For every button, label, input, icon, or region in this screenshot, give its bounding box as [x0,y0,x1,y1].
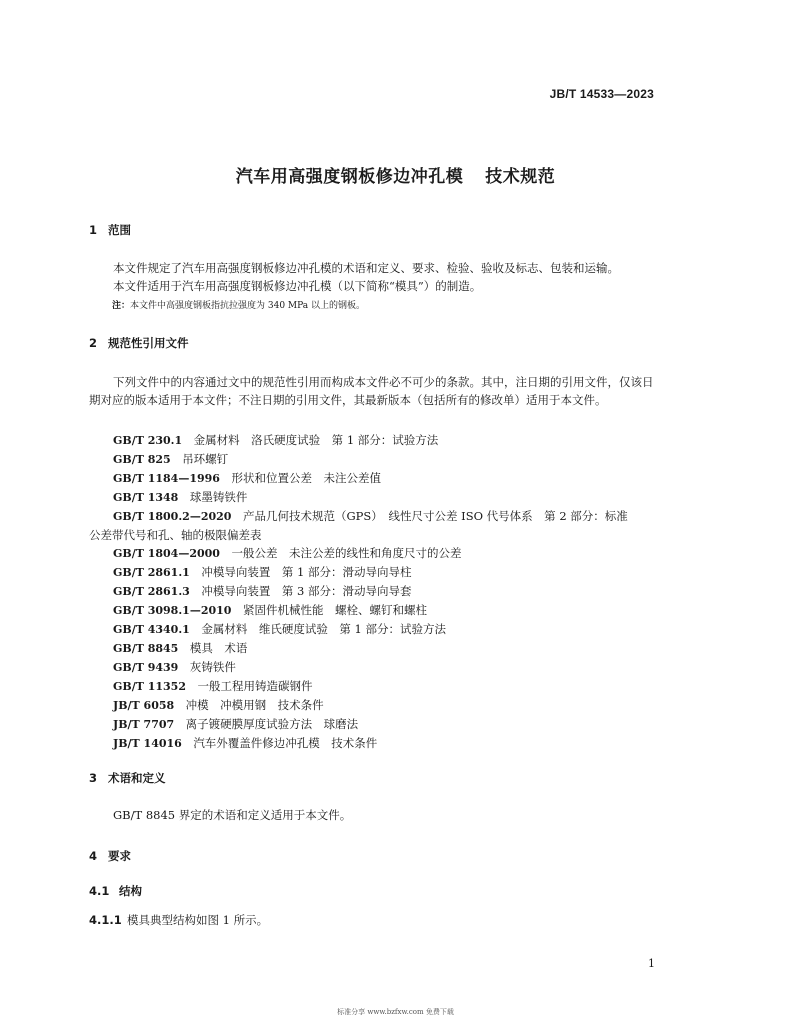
reference-item [89,715,659,734]
section-number: 4.1 [89,884,110,898]
note-label: 注： [112,301,131,311]
reference-title: 冲模导向装置 第 1 部分：滑动导向导柱 [201,565,412,579]
reference-title: 一般公差 未注公差的线性和角度尺寸的公差 [231,546,462,560]
normative-references-list [89,431,659,753]
footer-watermark: 标准分享 www.bzfxw.com 免费下载 [337,1008,454,1016]
reference-item [89,601,659,620]
reference-title: 汽车外覆盖件修边冲孔模 技术条件 [193,736,378,750]
reference-code: GB/T 8845 [113,642,179,655]
reference-code: GB/T 230.1 [113,434,183,447]
reference-title: 吊环螺钉 [182,452,229,466]
reference-item [89,696,659,715]
reference-title: 金属材料 维氏硬度试验 第 1 部分：试验方法 [201,622,446,636]
reference-code: GB/T 2861.1 [113,566,190,579]
reference-item [89,507,659,526]
note-text: 本文件中高强度钢板指抗拉强度为 340 MPa 以上的钢板。 [130,301,366,311]
standard-code: JB/T 14533—2023 [549,87,654,101]
reference-title: 灰铸铁件 [189,660,236,674]
section-1-note [112,298,365,311]
reference-item [89,563,659,582]
reference-code: JB/T 14016 [113,737,182,750]
section-1-paragraph-1: 本文件规定了汽车用高强度钢板修边冲孔模的术语和定义、要求、检验、验收及标志、包装和运输。 [113,261,619,275]
reference-item [89,677,659,696]
reference-title: 冲模 冲模用钢 技术条件 [185,698,324,712]
reference-code: GB/T 825 [113,453,171,466]
page-number: 1 [648,957,655,970]
section-2-intro: 下列文件中的内容通过文中的规范性引用而构成本文件必不可少的条款。其中，注日期的引用文件，仅该日期对应的版本适用于本文件；不注日期的引用文件，其最新版本（包括所有的修改单）适用于本文件。 [89,375,654,407]
reference-code: GB/T 2861.3 [113,585,190,598]
section-number: 4 [89,849,98,863]
reference-item [89,450,659,469]
reference-item [89,469,659,488]
section-1-paragraph-2: 本文件适用于汽车用高强度钢板修边冲孔模（以下简称“模具”）的制造。 [113,279,482,293]
section-3-paragraph: GB/T 8845 界定的术语和定义适用于本文件。 [113,808,352,822]
reference-title: 球墨铸铁件 [189,490,248,504]
reference-code: GB/T 3098.1—2010 [113,604,232,617]
reference-item [89,658,659,677]
section-number: 4.1.1 [89,913,122,927]
reference-title: 形状和位置公差 未注公差值 [231,471,381,485]
section-title: 范围 [108,223,131,237]
reference-code: JB/T 7707 [113,718,175,731]
section-4-heading [89,848,131,864]
document-title [0,162,791,187]
section-number: 3 [89,771,98,785]
clause-text: 模具典型结构如图 1 所示。 [127,913,269,927]
reference-title: 冲模导向装置 第 3 部分：滑动导向导套 [201,584,412,598]
reference-code: GB/T 1184—1996 [113,472,220,485]
section-3-heading [89,770,166,786]
section-number: 1 [89,223,98,237]
reference-continuation: 公差带代号和孔、轴的极限偏差表 [89,528,262,542]
section-title: 要求 [108,849,131,863]
reference-item [89,582,659,601]
reference-item [89,431,659,450]
reference-code: GB/T 4340.1 [113,623,190,636]
reference-title: 一般工程用铸造碳钢件 [197,679,313,693]
section-title: 规范性引用文件 [108,336,189,350]
section-2-heading [89,335,189,351]
reference-item [89,544,659,563]
reference-title: 金属材料 洛氏硬度试验 第 1 部分：试验方法 [193,433,439,447]
section-1-heading [89,222,131,238]
title-main: 汽车用高强度钢板修边冲孔模 [235,167,464,187]
reference-item [89,488,659,507]
reference-item [89,734,659,753]
reference-title: 紧固件机械性能 螺栓、螺钉和螺柱 [242,603,427,617]
reference-item [89,639,659,658]
reference-title: 产品几何技术规范（GPS） 线性尺寸公差 ISO 代号体系 第 2 部分：标准 [242,509,628,523]
reference-code: GB/T 11352 [113,680,186,693]
reference-item [89,620,659,639]
reference-title: 离子镀硬膜厚度试验方法 球磨法 [185,717,359,731]
section-title: 术语和定义 [108,771,166,785]
reference-code: GB/T 1804—2000 [113,547,220,560]
section-number: 2 [89,336,98,350]
reference-code: GB/T 1800.2—2020 [113,510,232,523]
reference-code: JB/T 6058 [113,699,175,712]
section-title: 结构 [119,884,142,898]
section-4-1-heading [89,883,142,899]
title-sub: 技术规范 [485,167,556,187]
reference-title: 模具 术语 [189,641,248,655]
reference-code: GB/T 9439 [113,661,179,674]
section-4-1-1 [89,912,268,928]
reference-code: GB/T 1348 [113,491,179,504]
